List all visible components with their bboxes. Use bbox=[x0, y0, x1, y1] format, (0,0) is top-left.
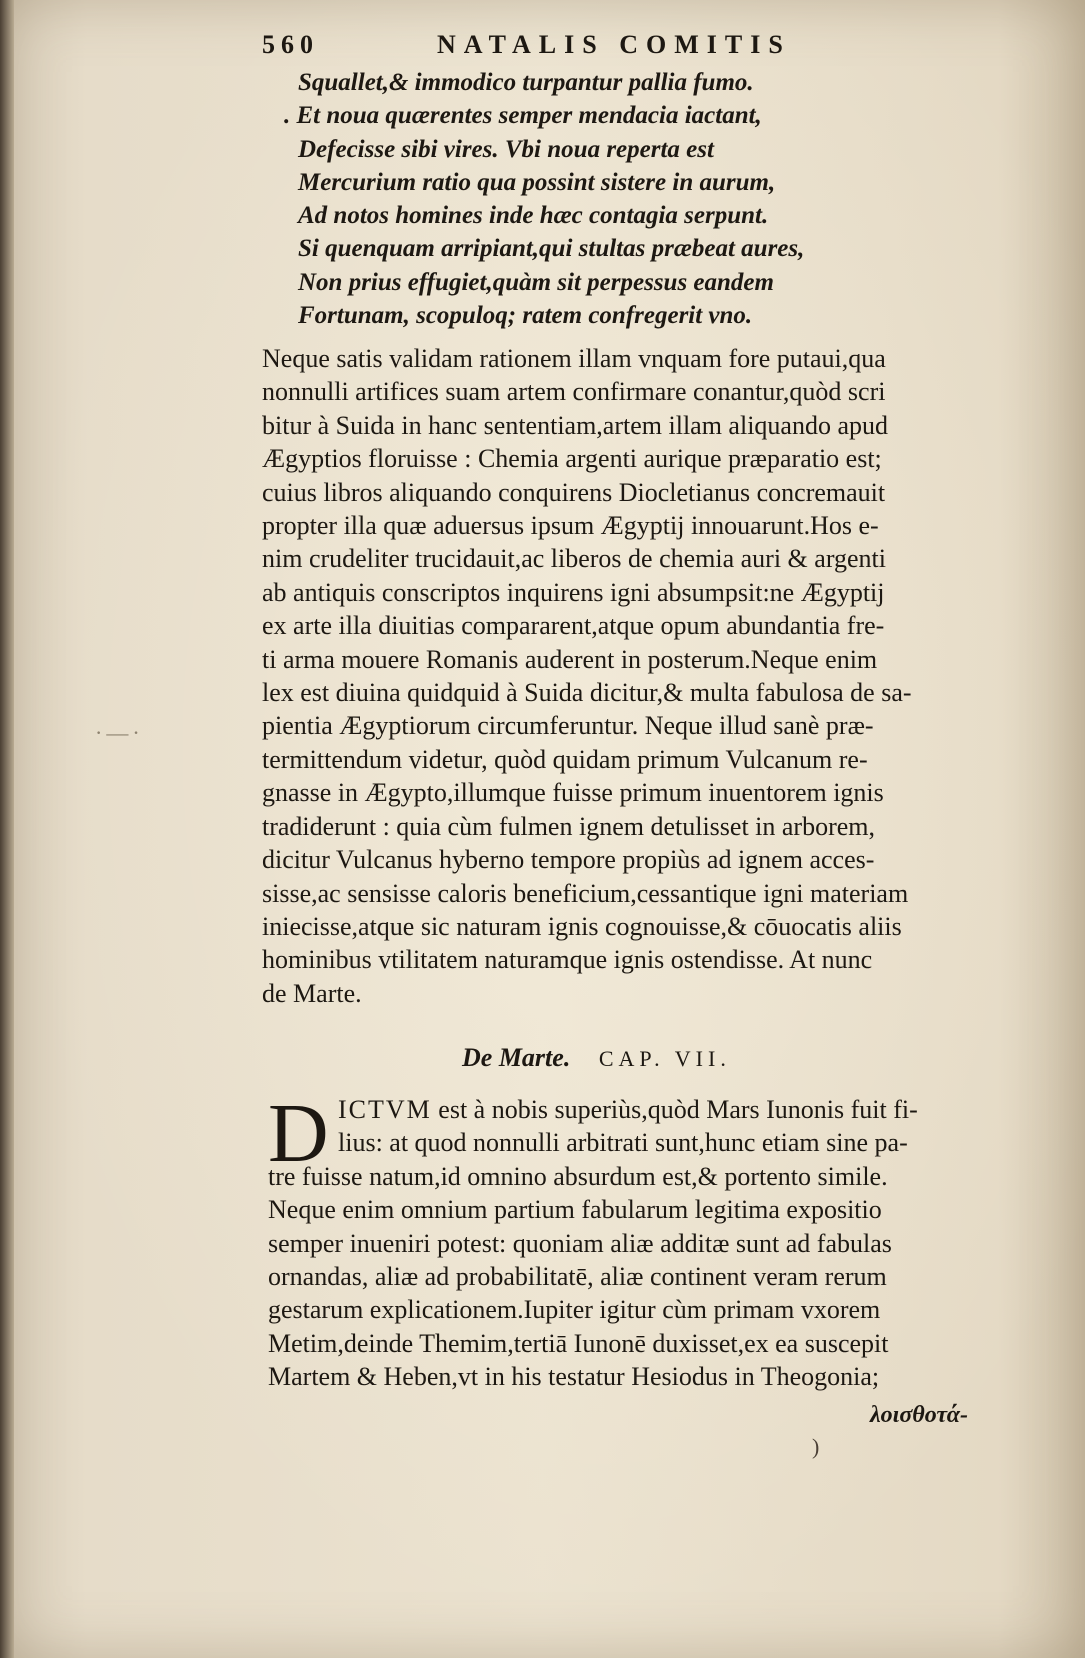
text-line: Ægyptios floruisse : Chemia argenti aurique præparatio est; bbox=[262, 444, 882, 474]
text-line: termittendum videtur, quòd quidam primum Vulcanum re- bbox=[262, 744, 868, 774]
text-line: bitur à Suida in hanc sententiam,artem illam aliquando apud bbox=[262, 410, 888, 440]
text-line: Neque satis validam rationem illam vnquam fore putaui,qua bbox=[262, 344, 886, 373]
text-line: lex est diuina quidquid à Suida dicitur,& multa fabulosa de sa- bbox=[262, 678, 912, 708]
page-gutter-edge bbox=[0, 0, 14, 1658]
text-line: gestarum explicationem.Iupiter igitur cùm primam vxorem bbox=[268, 1295, 881, 1325]
verse-line: Non prius effugiet,quàm sit perpessus eandem bbox=[298, 268, 774, 296]
text-line: ti arma mouere Romanis auderent in posterum.Neque enim bbox=[262, 644, 878, 674]
text-line: gnasse in Ægypto,illumque fuisse primum inuentorem ignis bbox=[262, 778, 884, 808]
page-header bbox=[262, 30, 822, 70]
paragraph-alchemy bbox=[262, 342, 988, 1010]
text-line: iniecisse,atque sic naturam ignis cognouisse,& cōuocatis aliis bbox=[262, 911, 902, 941]
show-through-marks: ·—· bbox=[95, 720, 144, 745]
chapter-title: De Marte. bbox=[462, 1043, 571, 1072]
text-line: cuius libros aliquando conquirens Diocletianus concremauit bbox=[262, 477, 886, 507]
text-line: de Marte. bbox=[262, 978, 362, 1008]
text-line: Neque enim omnium partium fabularum legitima expositio bbox=[268, 1195, 882, 1225]
verse-line: Mercurium ratio qua possint sistere in aurum, bbox=[298, 168, 776, 196]
folio-number: 560 bbox=[262, 30, 319, 59]
text-line: sisse,ac sensisse caloris beneficium,cessantique igni materiam bbox=[262, 878, 909, 908]
text-line: ab antiquis conscriptos inquirens igni absumpsit:ne Ægyptij bbox=[262, 577, 885, 607]
verse-line: Squallet,& immodico turpantur pallia fumo. bbox=[298, 69, 754, 96]
running-title: NATALIS COMITIS bbox=[437, 30, 791, 59]
text-line: propter illa quæ aduersus ipsum Ægyptij innouarunt.Hos e- bbox=[262, 511, 879, 541]
catchword: λοισθοτά- bbox=[870, 1402, 968, 1428]
text-line: Metim,deinde Themim,tertiā Iunonē duxisset,ex ea suscepit bbox=[268, 1328, 889, 1358]
text-line: lius: at quod nonnulli arbitrati sunt,hunc etiam sine pa- bbox=[338, 1128, 908, 1158]
verse-block bbox=[284, 66, 998, 332]
text-line: dicitur Vulcanus hyberno tempore propiùs ad ignem acces- bbox=[262, 845, 875, 875]
text-line: nim crudeliter trucidauit,ac liberos de chemia auri & argenti bbox=[262, 544, 886, 574]
chapter-number: CAP. VII. bbox=[598, 1046, 731, 1071]
verse-line: . Et noua quærentes semper mendacia iactant, bbox=[284, 102, 762, 130]
text-line: semper inueniri potest: quoniam aliæ additæ sunt ad fabulas bbox=[268, 1228, 892, 1258]
paragraph-mars bbox=[268, 1087, 990, 1394]
verse-line: Ad notos homines inde hæc contagia serpunt. bbox=[298, 202, 769, 230]
chapter-heading bbox=[462, 1043, 912, 1073]
first-line-text: est à nobis superiùs,quòd Mars Iunonis fuit fi- bbox=[431, 1095, 918, 1124]
text-line: Martem & Heben,vt in his testatur Hesiodus in Theogonia; bbox=[268, 1362, 880, 1392]
text-line: tre fuisse natum,id omnino absurdum est,& portento simile. bbox=[268, 1161, 888, 1191]
verse-line: Fortunam, scopuloq; ratem confregerit vno. bbox=[298, 302, 753, 330]
text-line: nonnulli artifices suam artem confirmare conantur,quòd scri bbox=[262, 377, 886, 407]
text-line: ex arte illa diuitias compararent,atque opum abundantia fre- bbox=[262, 611, 885, 641]
text-line: tradiderunt : quia cùm fulmen ignem detulisset in arborem, bbox=[262, 811, 876, 841]
margin-mark: ) bbox=[812, 1434, 820, 1459]
verse-line: Defecisse sibi vires. Vbi noua reperta est bbox=[298, 135, 714, 163]
text-line bbox=[268, 1093, 990, 1126]
verse-line: Si quenquam arripiant,qui stultas præbeat aures, bbox=[298, 235, 805, 263]
drop-capital: D bbox=[268, 1087, 329, 1180]
text-line: ornandas, aliæ ad probabilitatē, aliæ continent veram rerum bbox=[268, 1262, 887, 1292]
text-line: hominibus vtilitatem naturamque ignis ostendisse. At nunc bbox=[262, 945, 873, 975]
opening-word: ICTVM bbox=[338, 1095, 432, 1124]
text-line: pientia Ægyptiorum circumferuntur. Neque illud sanè præ- bbox=[262, 711, 874, 741]
